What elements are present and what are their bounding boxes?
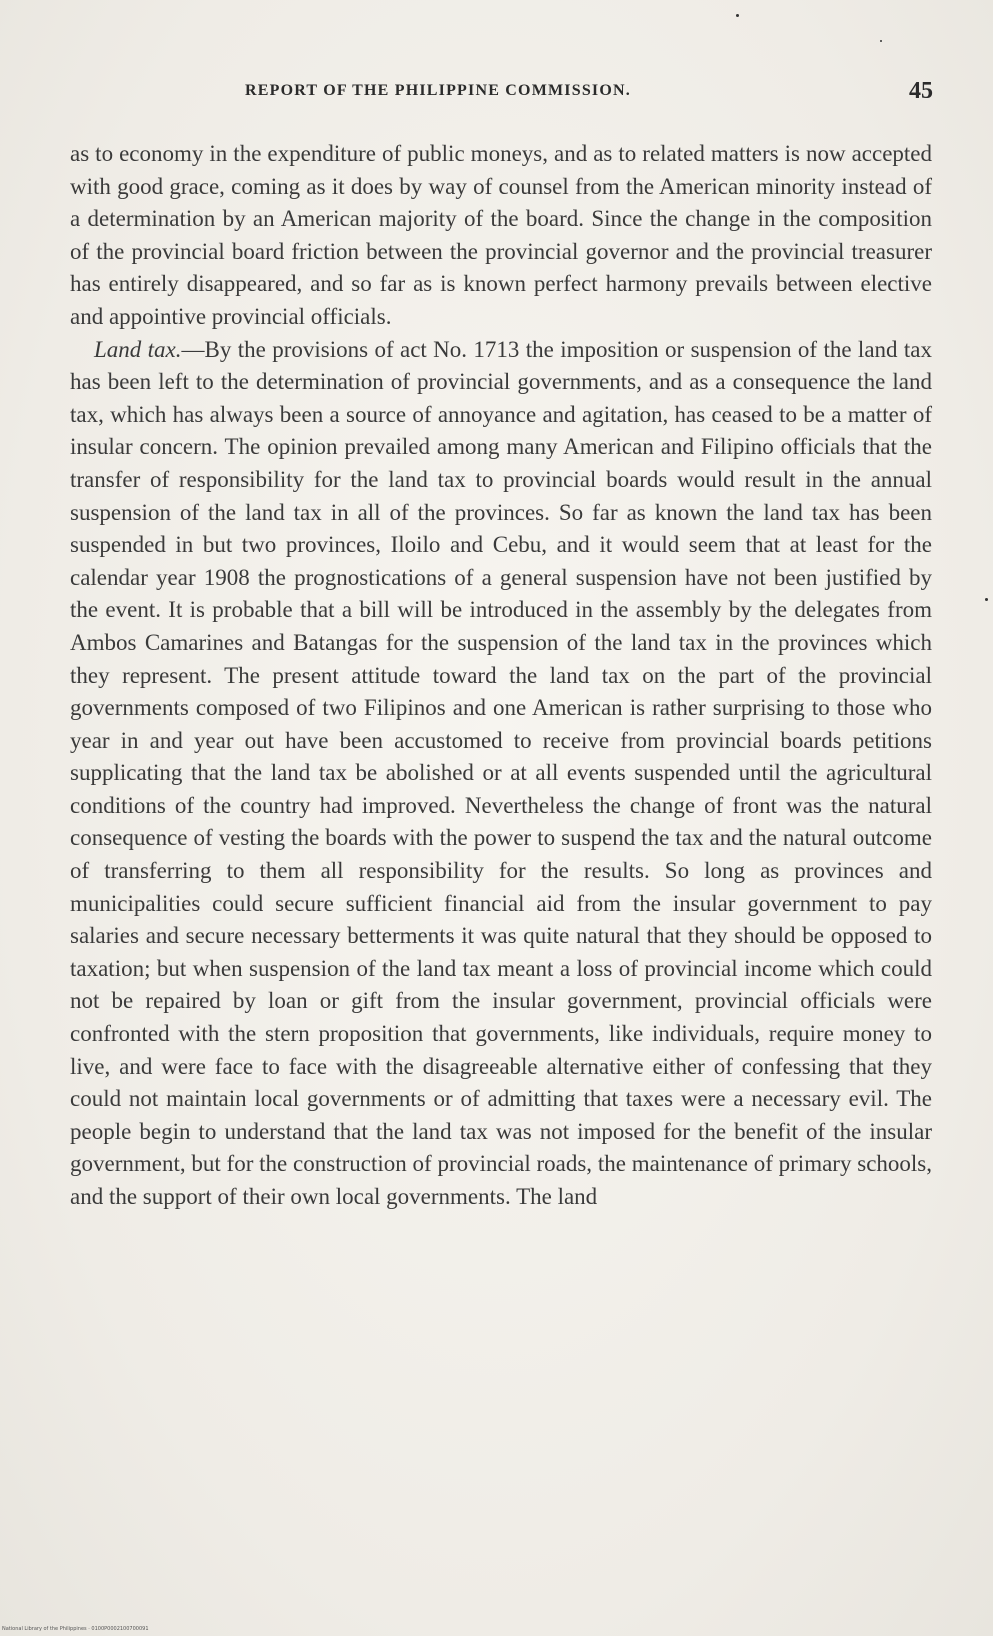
page-header [70, 78, 933, 114]
scan-speck [736, 14, 739, 17]
paragraph-text: —By the provisions of act No. 1713 the imposition or suspension of the land tax has been left to the determination of provincial governments, and as a consequence the land tax, which has always been a source of annoyance and agitation, has ceased to be a matter of insular concern. The opinion prevailed among many American and Filipino officials that the transfer of responsibility for the land tax to provincial boards would result in the annual suspension of the land tax in all of the provinces. So far as known the land tax has been suspended in but two provinces, Iloilo and Cebu, and it would seem that at least for the calendar year 1908 the prognostications of a general suspension have not been justified by the event. It is probable that a bill will be introduced in the assembly by the delegates from Ambos Camarines and Batangas for the suspension of the land tax in the provinces which they represent. The present attitude toward the land tax on the part of the provincial governments composed of two Filipinos and one American is rather surprising to those who year in and year out have been accustomed to receive from provincial boards petitions supplicating that the land tax be abolished or at all events suspended until the agricultural conditions of the country had improved. Nevertheless the change of front was the natural consequence of vesting the boards with the power to suspend the tax and the natural outcome of transferring to them all responsibility for the results. So long as provinces and municipalities could secure sufficient financial aid from the insular government to pay salaries and secure necessary betterments it was quite natural that they should be opposed to taxation; but when suspension of the land tax meant a loss of provincial income which could not be repaired by loan or gift from the insular government, provincial officials were confronted with the stern proposition that governments, like individuals, require money to live, and were face to face with the disagreeable alternative either of confessing that they could not maintain local governments or of admitting that taxes were a necessary evil. The people begin to understand that the land tax was not imposed for the benefit of the insular government, but for the construction of provincial roads, the maintenance of primary schools, and the support of their own local governments. The land [70, 336, 933, 1209]
scan-footer-note: National Library of the Philippines · 0100P0002100700091 [2, 1626, 149, 1632]
paragraph: as to economy in the expenditure of public moneys, and as to related matters is now accepted with good grace, coming as it does by way of counsel from the American minority instead of a determination by an American majority of the board. Since the change in the composition of the provincial board friction between the provincial governor and the provincial treasurer has entirely disappeared, and so far as is known perfect harmony prevails between elective and appointive provincial officials. [70, 141, 932, 329]
scan-speck [880, 40, 882, 42]
running-head: REPORT OF THE PHILIPPINE COMMISSION. [245, 82, 631, 99]
scan-speck [985, 598, 988, 601]
paragraph-land-tax [70, 334, 932, 1214]
page-number: 45 [909, 78, 933, 104]
paragraph-heading: Land tax. [94, 336, 182, 362]
body-text [70, 138, 932, 1214]
